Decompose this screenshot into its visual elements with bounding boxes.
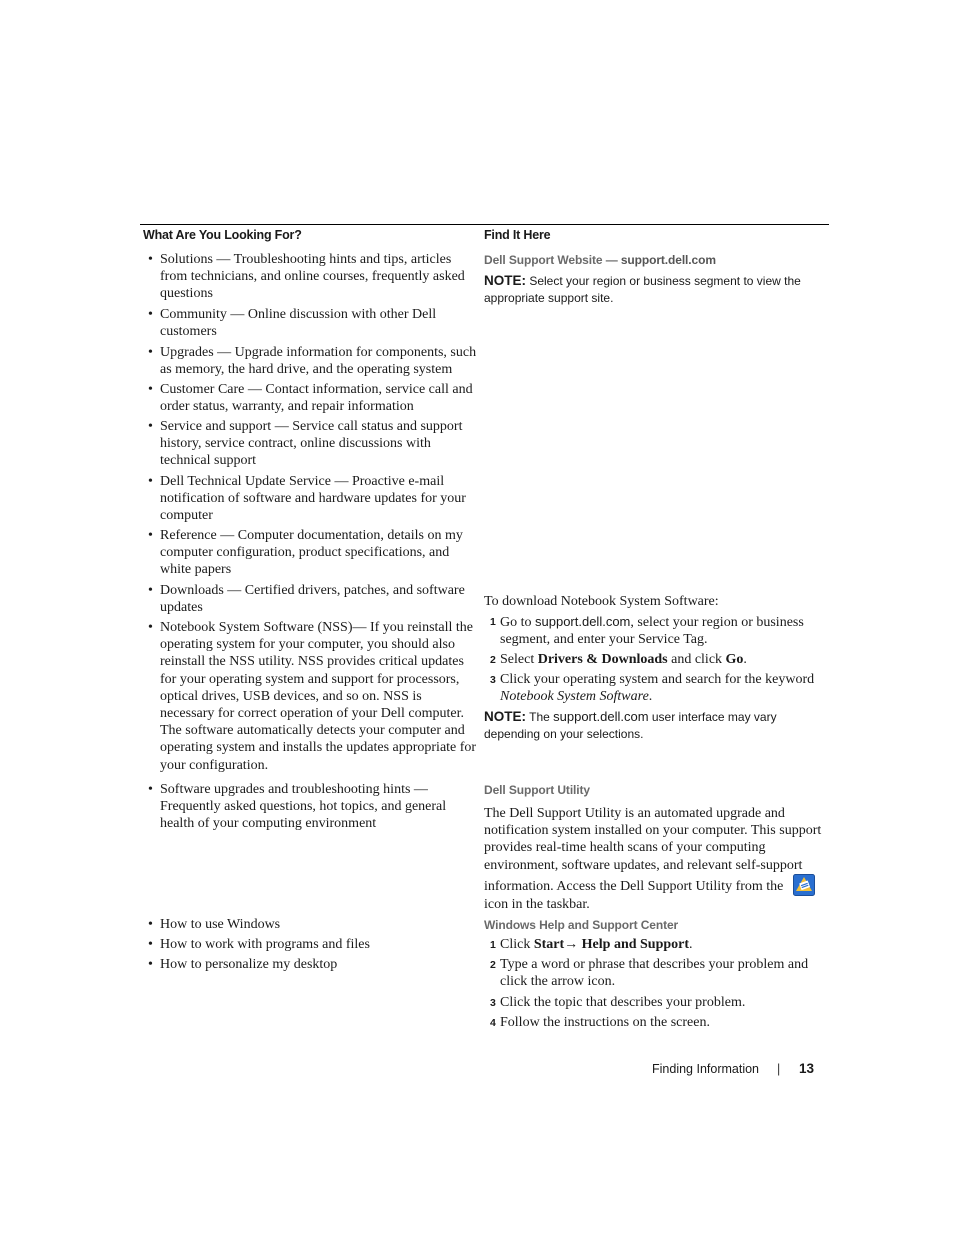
- heading-label: Dell Support Website —: [484, 253, 621, 267]
- step-text: Click the topic that describes your problem.: [500, 995, 746, 1010]
- note-label: NOTE:: [484, 273, 526, 288]
- step-item: [490, 936, 825, 953]
- list-item: • How to personalize my desktop: [160, 956, 478, 973]
- help-support-label: Help and Support: [578, 937, 690, 952]
- step-text: .: [689, 937, 693, 952]
- support-website-heading: [484, 252, 824, 269]
- support-ui-note: [484, 708, 824, 743]
- footer-separator: |: [777, 1062, 781, 1076]
- download-intro: To download Notebook System Software:: [484, 594, 719, 609]
- step-text: Go to: [500, 615, 535, 630]
- step-number: 3: [490, 674, 496, 686]
- step-item: [490, 1014, 825, 1031]
- step-item: [490, 994, 825, 1011]
- list-item: • Community — Online discussion with other Dell customers: [160, 306, 478, 340]
- step-number: 4: [490, 1017, 496, 1029]
- column-header-right: Find It Here: [484, 228, 551, 242]
- list-item: • Downloads — Certified drivers, patches, and software updates: [160, 582, 478, 616]
- step-number: 2: [490, 654, 496, 666]
- note-text: Select your region or business segment to view the appropriate support site.: [484, 274, 801, 305]
- step-text: , select your region or business segment, and enter your Service Tag.: [500, 615, 804, 648]
- arrow-right-icon: →: [564, 937, 579, 952]
- support-link[interactable]: support.dell.com: [535, 614, 631, 629]
- step-item: [490, 671, 825, 705]
- step-text: Type a word or phrase that describes your problem and click the arrow icon.: [500, 957, 809, 990]
- body-text: The Dell Support Utility is an automated upgrade and notification system installed on your computer. This support provides real-time health scans of your computing environment, software updates, and relevant self-support information. Access the Dell Support Utility from the: [484, 806, 822, 894]
- step-text: .: [743, 652, 747, 667]
- table-top-rule: [140, 224, 829, 225]
- drivers-downloads-label: Drivers & Downloads: [537, 652, 668, 667]
- note-label: NOTE:: [484, 709, 526, 724]
- support-website-note: [484, 272, 824, 307]
- list-item: • Service and support — Service call status and support history, service contract, online discussions with technical support: [160, 418, 478, 470]
- go-label: Go: [725, 652, 744, 667]
- step-text: Click: [500, 937, 534, 952]
- footer-section-title: Finding Information: [652, 1062, 760, 1076]
- step-number: 2: [490, 959, 496, 971]
- list-item: • Notebook System Software (NSS)— If you reinstall the operating system for your computer, you should also reinstall the NSS utility. NSS provides critical updates for your operating system and support for processors, optical drives, USB devices, and so on. NSS is necessary for correct operation of your Dell computer. The software automatically detects your computer and operating system and installs the updates appropriate for your configuration.: [160, 619, 478, 774]
- list-item: • Dell Technical Update Service — Proactive e-mail notification of software and hardware updates for your computer: [160, 473, 478, 525]
- step-text: Follow the instructions on the screen.: [500, 1015, 710, 1030]
- list-item: • Software upgrades and troubleshooting hints — Frequently asked questions, hot topics, and general health of your computing environment: [160, 781, 478, 833]
- step-number: 1: [490, 939, 496, 951]
- list-item: • Upgrades — Upgrade information for components, such as memory, the hard drive, and the operating system: [160, 344, 478, 378]
- list-item: • How to work with programs and files: [160, 936, 478, 953]
- list-item: • Reference — Computer documentation, details on my computer configuration, product specifications, and white papers: [160, 527, 478, 579]
- support-utility-heading: Dell Support Utility: [484, 783, 591, 797]
- step-number: 1: [490, 616, 496, 628]
- list-item: • How to use Windows: [160, 916, 478, 933]
- step-item: [490, 613, 825, 648]
- windows-help-heading: Windows Help and Support Center: [484, 918, 679, 932]
- step-number: 3: [490, 997, 496, 1009]
- support-website-link[interactable]: support.dell.com: [620, 253, 716, 267]
- support-link[interactable]: support.dell.com: [553, 709, 649, 724]
- column-header-left: What Are You Looking For?: [143, 228, 302, 242]
- page-number: 13: [799, 1061, 815, 1076]
- body-text: icon in the taskbar.: [484, 896, 590, 912]
- note-text: user interface may vary depending on your selections.: [484, 710, 777, 741]
- step-text: and click: [667, 652, 726, 667]
- step-text: Select: [500, 652, 538, 667]
- keyword: Notebook System Software: [500, 689, 649, 705]
- support-utility-body: [484, 805, 824, 913]
- list-item: • Customer Care — Contact information, service call and order status, warranty, and repair information: [160, 381, 478, 415]
- step-item: [490, 651, 825, 668]
- step-item: [490, 956, 825, 990]
- dell-support-icon[interactable]: [793, 874, 815, 896]
- note-text: The: [526, 710, 554, 724]
- list-item: • Solutions — Troubleshooting hints and tips, articles from technicians, and online courses, frequently asked questions: [160, 251, 478, 303]
- step-text: .: [648, 689, 653, 705]
- step-text: Click your operating system and search for the keyword: [500, 672, 815, 687]
- start-label: Start: [533, 937, 565, 952]
